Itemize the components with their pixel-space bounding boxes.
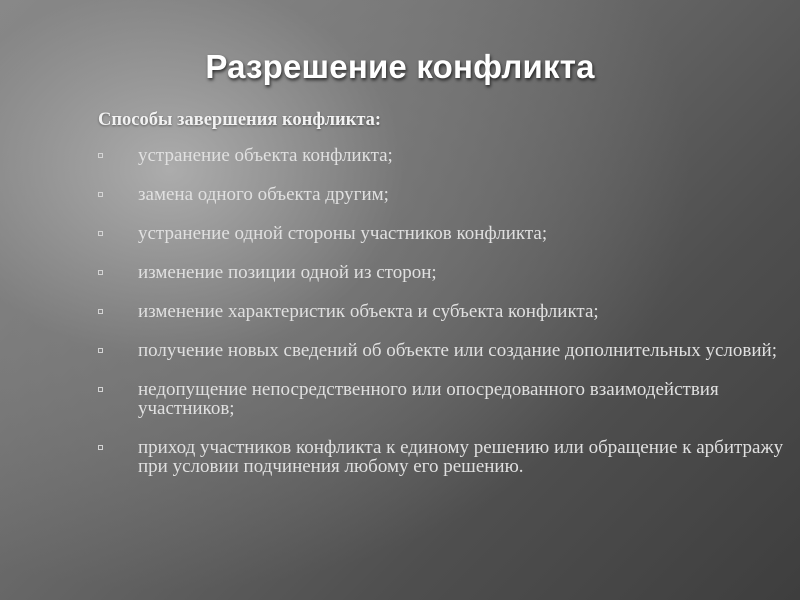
list-item-text: устранение объекта конфликта; [138, 145, 393, 166]
square-bullet-icon [98, 309, 103, 314]
list-item-text: изменение характеристик объекта и субъекта конфликта; [138, 301, 599, 322]
list-item [98, 263, 788, 282]
square-bullet-icon [98, 270, 103, 275]
list-item-text: приход участников конфликта к единому решению или обращение к арбитражу при условии подчинения любому его решению. [138, 437, 784, 477]
list-item-text: устранение одной стороны участников конфликта; [138, 223, 548, 244]
square-bullet-icon [98, 387, 103, 392]
square-bullet-icon [98, 231, 103, 236]
slide-subtitle: Способы завершения конфликта: [98, 110, 382, 130]
list-item [98, 341, 788, 360]
list-item [98, 146, 788, 165]
list-item-text: замена одного объекта другим; [138, 184, 389, 205]
list-item [98, 185, 788, 204]
slide-title: Разрешение конфликта [205, 48, 595, 85]
square-bullet-icon [98, 192, 103, 197]
list-item-text: недопущение непосредственного или опосредованного взаимодействия участников; [138, 379, 719, 419]
list-item-text: изменение позиции одной из сторон; [138, 262, 437, 283]
square-bullet-icon [98, 348, 103, 353]
list-item-text: получение новых сведений об объекте или создание дополнительных условий; [138, 340, 777, 361]
list-item [98, 302, 788, 321]
list-item [98, 438, 788, 476]
square-bullet-icon [98, 445, 103, 450]
square-bullet-icon [98, 153, 103, 158]
list-item [98, 380, 788, 418]
bullet-list [98, 146, 788, 496]
list-item [98, 224, 788, 243]
